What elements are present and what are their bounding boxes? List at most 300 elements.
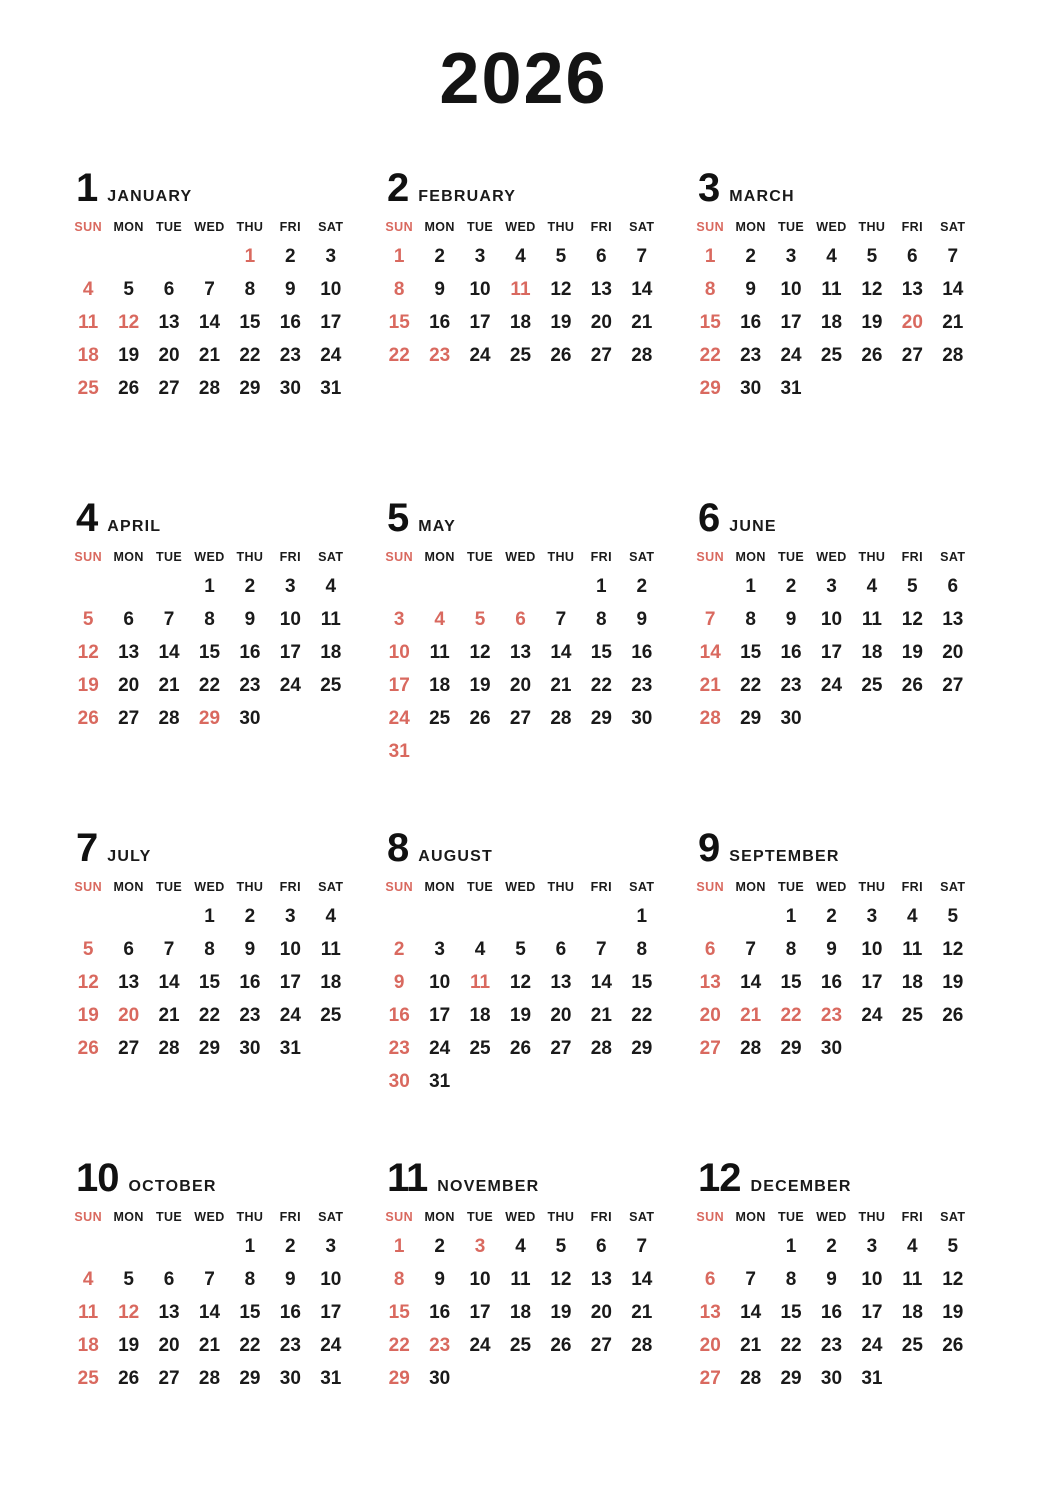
day-cell: 19	[901, 641, 923, 663]
day-cell: 2	[285, 245, 296, 267]
day-cell: 31	[320, 377, 342, 399]
weekday-header: MON	[424, 880, 455, 894]
day-cell: 6	[163, 278, 175, 300]
day-cell: 29	[239, 377, 261, 399]
empty-cell	[460, 1065, 500, 1098]
week-row	[68, 306, 351, 339]
day-cell: 15	[198, 971, 221, 993]
day-cell: 18	[77, 1334, 99, 1356]
day-cell: 29	[780, 1037, 802, 1059]
empty-cell	[68, 570, 108, 603]
weekday-header: SUN	[385, 880, 413, 894]
day-cell: 26	[77, 1037, 99, 1059]
day-cell: 18	[320, 641, 342, 663]
weekday-header: FRI	[901, 550, 923, 564]
day-cell: 23	[780, 674, 802, 696]
month-header	[379, 828, 676, 868]
day-cell: 5	[123, 278, 134, 300]
weekday-header: THU	[858, 220, 886, 234]
day-cell: 2	[826, 905, 837, 927]
day-cell: 14	[942, 278, 964, 300]
week-row	[68, 669, 351, 702]
day-cell: 3	[866, 905, 878, 927]
weekday-header: WED	[816, 880, 847, 894]
month-name: OCTOBER	[128, 1178, 217, 1195]
day-cell: 12	[901, 608, 923, 630]
week-row	[379, 570, 662, 603]
week-row	[690, 339, 973, 372]
day-cell: 26	[901, 674, 923, 696]
day-cell: 24	[320, 1334, 342, 1356]
day-cell: 11	[78, 1301, 99, 1323]
weekday-header-row	[690, 548, 973, 570]
day-cell: 5	[82, 938, 94, 960]
month-header	[379, 168, 676, 208]
day-cell: 17	[820, 641, 843, 663]
day-cell: 29	[198, 707, 221, 729]
day-cell: 1	[204, 905, 215, 927]
weekday-header: MON	[424, 550, 455, 564]
day-cell: 9	[636, 608, 648, 630]
day-cell: 17	[469, 311, 491, 333]
week-row	[68, 900, 351, 933]
day-cell: 17	[279, 971, 301, 993]
day-cell: 8	[785, 1268, 797, 1290]
day-cell: 16	[429, 311, 451, 333]
day-cell: 30	[820, 1037, 843, 1059]
day-cell: 13	[590, 278, 612, 300]
day-cell: 7	[163, 938, 175, 960]
day-cell: 18	[901, 1301, 923, 1323]
day-cell: 28	[740, 1367, 762, 1389]
day-cell: 24	[388, 707, 410, 729]
week-row	[379, 339, 662, 372]
day-cell: 12	[77, 641, 99, 663]
day-cell: 15	[631, 971, 653, 993]
weekday-header: SUN	[696, 1210, 724, 1224]
day-cell: 30	[279, 377, 301, 399]
month-header	[690, 498, 987, 538]
day-cell: 10	[279, 608, 301, 630]
month-block	[60, 828, 365, 1158]
month-number: 11	[387, 1156, 428, 1200]
weekday-header: TUE	[155, 550, 183, 564]
day-cell: 8	[393, 1268, 405, 1290]
month-number: 7	[76, 826, 98, 870]
month-header	[68, 828, 365, 868]
day-cell: 29	[740, 707, 762, 729]
weekday-header: WED	[194, 1210, 225, 1224]
day-cell: 18	[509, 311, 532, 333]
day-cell: 13	[590, 1268, 612, 1290]
month-number: 10	[76, 1156, 119, 1200]
weekday-header: WED	[194, 880, 225, 894]
month-table	[379, 1208, 662, 1395]
empty-cell	[581, 1065, 621, 1098]
day-cell: 8	[785, 938, 797, 960]
day-cell: 20	[699, 1334, 721, 1356]
day-cell: 11	[821, 278, 842, 300]
day-cell: 10	[388, 641, 410, 663]
day-cell: 27	[590, 344, 612, 366]
day-cell: 11	[429, 641, 450, 663]
week-row	[68, 933, 351, 966]
day-cell: 24	[820, 674, 843, 696]
day-cell: 10	[861, 938, 883, 960]
month-block	[682, 498, 987, 828]
day-cell: 3	[474, 245, 486, 267]
day-cell: 3	[826, 575, 837, 597]
weekday-header-row	[690, 878, 973, 900]
day-cell: 27	[901, 344, 923, 366]
empty-cell	[108, 570, 148, 603]
month-number: 9	[698, 826, 720, 870]
day-cell: 10	[279, 938, 301, 960]
day-cell: 23	[239, 674, 261, 696]
day-cell: 12	[469, 641, 491, 663]
week-row	[690, 273, 973, 306]
week-row	[379, 966, 662, 999]
day-cell: 31	[279, 1037, 301, 1059]
day-cell: 29	[388, 1367, 410, 1389]
day-cell: 11	[510, 1268, 531, 1290]
calendar-grid	[0, 168, 1047, 1488]
weekday-header: MON	[424, 1210, 455, 1224]
day-cell: 16	[239, 641, 261, 663]
month-block	[682, 828, 987, 1158]
day-cell: 5	[866, 245, 878, 267]
weekday-header: MON	[113, 880, 144, 894]
week-row	[690, 603, 973, 636]
week-row	[379, 900, 662, 933]
day-cell: 21	[740, 1004, 762, 1026]
month-name: JANUARY	[107, 188, 193, 205]
day-cell: 21	[198, 344, 221, 366]
day-cell: 14	[699, 641, 721, 663]
day-cell: 22	[780, 1334, 802, 1356]
day-cell: 15	[740, 641, 762, 663]
day-cell: 9	[826, 1268, 837, 1290]
day-cell: 20	[158, 1334, 180, 1356]
day-cell: 9	[826, 938, 837, 960]
weekday-header: TUE	[466, 880, 494, 894]
weekday-header: SAT	[940, 880, 966, 894]
weekday-header-row	[690, 218, 973, 240]
day-cell: 18	[429, 674, 451, 696]
weekday-header: TUE	[777, 220, 805, 234]
weekday-header: MON	[113, 220, 144, 234]
day-cell: 27	[550, 1037, 572, 1059]
empty-cell	[581, 1362, 621, 1395]
week-row	[379, 1230, 662, 1263]
week-row	[379, 240, 662, 273]
day-cell: 10	[820, 608, 843, 630]
empty-cell	[500, 1065, 540, 1098]
day-cell: 21	[631, 1301, 653, 1323]
day-cell: 20	[699, 1004, 721, 1026]
day-cell: 8	[244, 1268, 256, 1290]
day-cell: 20	[118, 1004, 140, 1026]
day-cell: 25	[429, 707, 451, 729]
empty-cell	[500, 1362, 540, 1395]
day-cell: 11	[902, 1268, 923, 1290]
empty-cell	[541, 1065, 581, 1098]
day-cell: 30	[388, 1070, 410, 1092]
day-cell: 5	[907, 575, 918, 597]
day-cell: 10	[320, 278, 342, 300]
day-cell: 27	[118, 1037, 140, 1059]
week-row	[690, 1230, 973, 1263]
empty-cell	[690, 1230, 730, 1263]
day-cell: 2	[434, 245, 445, 267]
day-cell: 15	[388, 311, 410, 333]
day-cell: 24	[429, 1037, 451, 1059]
weekday-header: SAT	[318, 220, 344, 234]
day-cell: 25	[469, 1037, 491, 1059]
week-row	[68, 372, 351, 405]
day-cell: 9	[285, 278, 296, 300]
weekday-header: SUN	[74, 880, 102, 894]
day-cell: 30	[279, 1367, 301, 1389]
weekday-header: FRI	[279, 880, 301, 894]
day-cell: 18	[861, 641, 883, 663]
day-cell: 23	[388, 1037, 410, 1059]
weekday-header: SAT	[940, 220, 966, 234]
weekday-header: THU	[547, 880, 575, 894]
month-table	[68, 878, 351, 1065]
empty-cell	[730, 900, 770, 933]
weekday-header: WED	[194, 550, 225, 564]
day-cell: 8	[204, 938, 215, 960]
day-cell: 24	[469, 344, 491, 366]
weekday-header: WED	[505, 1210, 536, 1224]
day-cell: 1	[204, 575, 215, 597]
week-row	[379, 669, 662, 702]
day-cell: 7	[947, 245, 959, 267]
day-cell: 10	[861, 1268, 883, 1290]
month-block	[60, 498, 365, 828]
day-cell: 10	[780, 278, 802, 300]
week-row	[68, 1362, 351, 1395]
day-cell: 18	[320, 971, 342, 993]
month-table	[690, 548, 973, 735]
weekday-header: MON	[735, 550, 766, 564]
day-cell: 1	[596, 575, 607, 597]
month-number: 2	[387, 166, 409, 210]
day-cell: 19	[861, 311, 883, 333]
weekday-header: THU	[858, 550, 886, 564]
day-cell: 10	[469, 1268, 491, 1290]
day-cell: 22	[590, 674, 612, 696]
month-block	[60, 1158, 365, 1488]
day-cell: 11	[510, 278, 531, 300]
day-cell: 26	[942, 1004, 964, 1026]
weekday-header: WED	[816, 220, 847, 234]
day-cell: 6	[123, 608, 134, 630]
weekday-header: FRI	[590, 550, 612, 564]
day-cell: 23	[740, 344, 762, 366]
day-cell: 30	[780, 707, 802, 729]
day-cell: 27	[942, 674, 964, 696]
day-cell: 20	[590, 1301, 612, 1323]
day-cell: 2	[745, 245, 756, 267]
empty-cell	[933, 702, 973, 735]
month-name: MARCH	[729, 188, 795, 205]
week-row	[690, 966, 973, 999]
empty-cell	[892, 702, 932, 735]
day-cell: 1	[785, 905, 797, 927]
day-cell: 27	[509, 707, 532, 729]
day-cell: 6	[555, 938, 567, 960]
day-cell: 27	[158, 1367, 180, 1389]
day-cell: 4	[434, 608, 445, 630]
weekday-header: MON	[735, 220, 766, 234]
day-cell: 25	[320, 1004, 342, 1026]
month-name: NOVEMBER	[437, 1178, 540, 1195]
day-cell: 31	[388, 740, 410, 762]
day-cell: 12	[550, 278, 572, 300]
weekday-header: MON	[735, 1210, 766, 1224]
empty-cell	[460, 735, 500, 768]
month-name: JULY	[107, 848, 152, 865]
day-cell: 28	[198, 1367, 221, 1389]
weekday-header: THU	[236, 1210, 264, 1224]
day-cell: 7	[204, 1268, 215, 1290]
day-cell: 4	[82, 1268, 94, 1290]
day-cell: 6	[123, 938, 134, 960]
month-name: SEPTEMBER	[729, 848, 840, 865]
day-cell: 28	[550, 707, 572, 729]
day-cell: 12	[861, 278, 883, 300]
week-row	[690, 372, 973, 405]
weekday-header: WED	[194, 220, 225, 234]
day-cell: 22	[780, 1004, 802, 1026]
week-row	[68, 1296, 351, 1329]
day-cell: 26	[942, 1334, 964, 1356]
day-cell: 7	[596, 938, 607, 960]
day-cell: 11	[902, 938, 923, 960]
day-cell: 28	[158, 1037, 180, 1059]
day-cell: 20	[590, 311, 612, 333]
empty-cell	[933, 372, 973, 405]
empty-cell	[852, 1032, 892, 1065]
day-cell: 24	[861, 1334, 883, 1356]
weekday-header-row	[379, 1208, 662, 1230]
empty-cell	[581, 900, 621, 933]
day-cell: 16	[429, 1301, 451, 1323]
empty-cell	[108, 900, 148, 933]
day-cell: 20	[942, 641, 964, 663]
month-name: FEBRUARY	[418, 188, 517, 205]
weekday-header: MON	[424, 220, 455, 234]
empty-cell	[419, 570, 459, 603]
month-name: APRIL	[107, 518, 162, 535]
day-cell: 28	[942, 344, 964, 366]
weekday-header: FRI	[279, 1210, 301, 1224]
week-row	[690, 636, 973, 669]
day-cell: 22	[198, 674, 221, 696]
day-cell: 21	[158, 674, 180, 696]
day-cell: 3	[285, 905, 296, 927]
day-cell: 27	[590, 1334, 612, 1356]
day-cell: 30	[740, 377, 762, 399]
day-cell: 25	[320, 674, 342, 696]
week-row	[68, 240, 351, 273]
day-cell: 19	[942, 1301, 964, 1323]
day-cell: 3	[325, 1235, 337, 1257]
weekday-header: TUE	[155, 880, 183, 894]
day-cell: 25	[820, 344, 843, 366]
day-cell: 14	[550, 641, 572, 663]
weekday-header: FRI	[901, 1210, 923, 1224]
day-cell: 26	[509, 1037, 532, 1059]
day-cell: 6	[596, 245, 607, 267]
empty-cell	[730, 1230, 770, 1263]
day-cell: 25	[861, 674, 883, 696]
weekday-header: THU	[236, 220, 264, 234]
weekday-header: SUN	[385, 1210, 413, 1224]
day-cell: 16	[388, 1004, 410, 1026]
weekday-header: SAT	[940, 1210, 966, 1224]
day-cell: 8	[204, 608, 215, 630]
empty-cell	[541, 735, 581, 768]
day-cell: 10	[320, 1268, 342, 1290]
day-cell: 26	[550, 344, 572, 366]
day-cell: 23	[820, 1334, 843, 1356]
day-cell: 26	[861, 344, 883, 366]
day-cell: 6	[596, 1235, 607, 1257]
month-number: 6	[698, 496, 720, 540]
empty-cell	[149, 900, 189, 933]
week-row	[68, 966, 351, 999]
week-row	[690, 570, 973, 603]
day-cell: 25	[77, 1367, 99, 1389]
page-title: 2026	[439, 39, 608, 119]
day-cell: 28	[740, 1037, 762, 1059]
day-cell: 13	[509, 641, 532, 663]
weekday-header: SAT	[318, 880, 344, 894]
day-cell: 30	[239, 707, 261, 729]
empty-cell	[460, 900, 500, 933]
day-cell: 11	[320, 938, 341, 960]
empty-cell	[622, 1065, 662, 1098]
month-table	[379, 548, 662, 768]
day-cell: 12	[942, 938, 964, 960]
weekday-header: SUN	[696, 880, 724, 894]
day-cell: 21	[740, 1334, 762, 1356]
day-cell: 7	[204, 278, 215, 300]
day-cell: 26	[118, 1367, 140, 1389]
weekday-header: WED	[505, 550, 536, 564]
day-cell: 28	[631, 1334, 653, 1356]
day-cell: 4	[826, 245, 837, 267]
month-table	[379, 218, 662, 372]
day-cell: 28	[631, 344, 653, 366]
empty-cell	[690, 570, 730, 603]
week-row	[690, 1329, 973, 1362]
day-cell: 30	[239, 1037, 261, 1059]
day-cell: 4	[82, 278, 94, 300]
weekday-header: WED	[505, 220, 536, 234]
day-cell: 16	[279, 311, 301, 333]
day-cell: 19	[77, 1004, 99, 1026]
day-cell: 23	[820, 1004, 843, 1026]
day-cell: 22	[388, 1334, 410, 1356]
day-cell: 29	[699, 377, 721, 399]
day-cell: 2	[434, 1235, 445, 1257]
empty-cell	[379, 570, 419, 603]
weekday-header: SAT	[629, 550, 655, 564]
